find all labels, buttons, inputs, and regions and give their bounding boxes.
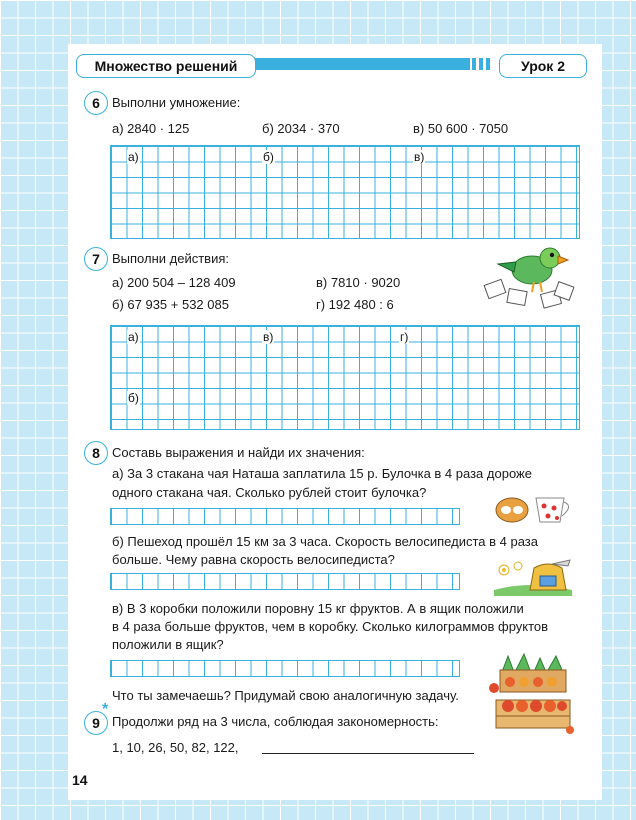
task-title: Составь выражения и найди их значения:: [112, 445, 365, 460]
page-number: 14: [72, 772, 88, 788]
grid-label: в): [263, 330, 274, 344]
expression: г) 192 480 : 6: [316, 297, 394, 312]
answer-line[interactable]: [262, 753, 474, 754]
grid-label: б): [263, 150, 274, 164]
parrot-illustration: [480, 244, 580, 314]
task-title: Выполни умножение:: [112, 95, 241, 110]
answer-grid[interactable]: [110, 145, 580, 239]
star-mark: *: [102, 701, 109, 718]
grid-label: б): [128, 391, 139, 405]
lesson-label: Урок 2: [499, 54, 587, 78]
problem-text: б) Пешеход прошёл 15 км за 3 часа. Скорость велосипедиста в 4 раза: [112, 534, 538, 549]
header-bar: [250, 58, 470, 70]
task-title: Продолжи ряд на 3 числа, соблюдая закономерность:: [112, 714, 439, 729]
grid-label: г): [400, 330, 409, 344]
note-text: Что ты замечаешь? Придумай свою аналогичную задачу.: [112, 688, 459, 703]
task-number: 6: [84, 91, 108, 115]
topic-title: Множество решений: [76, 54, 256, 78]
backpack-picnic-illustration: [490, 556, 576, 596]
header-bar-tick: [486, 58, 490, 70]
expression: б) 67 935 + 532 085: [112, 297, 229, 312]
fruit-crate-illustration: [486, 652, 578, 734]
header-bar-tick: [472, 58, 476, 70]
expression: б) 2034 · 370: [262, 121, 340, 136]
expression: а) 2840 · 125: [112, 121, 190, 136]
expression: в) 50 600 · 7050: [413, 121, 509, 136]
problem-text: одного стакана чая. Сколько рублей стоит булочка?: [112, 485, 427, 500]
answer-grid[interactable]: [110, 325, 580, 430]
answer-strip[interactable]: [110, 508, 460, 525]
number-sequence: 1, 10, 26, 50, 82, 122,: [112, 740, 239, 755]
task-number: 7: [84, 247, 108, 271]
problem-text: а) За 3 стакана чая Наташа заплатила 15 р. Булочка в 4 раза дороже: [112, 466, 532, 481]
expression: а) 200 504 – 128 409: [112, 275, 236, 290]
problem-text: в) В 3 коробки положили поровну 15 кг фруктов. А в ящик положили: [112, 601, 524, 616]
problem-text: в 4 раза больше фруктов, чем в коробку. Сколько килограммов фруктов: [112, 619, 549, 634]
task-number: 9: [84, 711, 108, 735]
header-bar-tick: [479, 58, 483, 70]
answer-strip[interactable]: [110, 573, 460, 590]
task-number: 8: [84, 441, 108, 465]
grid-label: а): [128, 150, 139, 164]
answer-strip[interactable]: [110, 660, 460, 677]
problem-text: положили в ящик?: [112, 637, 224, 652]
pretzel-and-teacup-illustration: [492, 488, 578, 528]
expression: в) 7810 · 9020: [316, 275, 401, 290]
problem-text: больше. Чему равна скорость велосипедиста?: [112, 552, 395, 567]
grid-label: в): [414, 150, 425, 164]
grid-label: а): [128, 330, 139, 344]
task-title: Выполни действия:: [112, 251, 229, 266]
